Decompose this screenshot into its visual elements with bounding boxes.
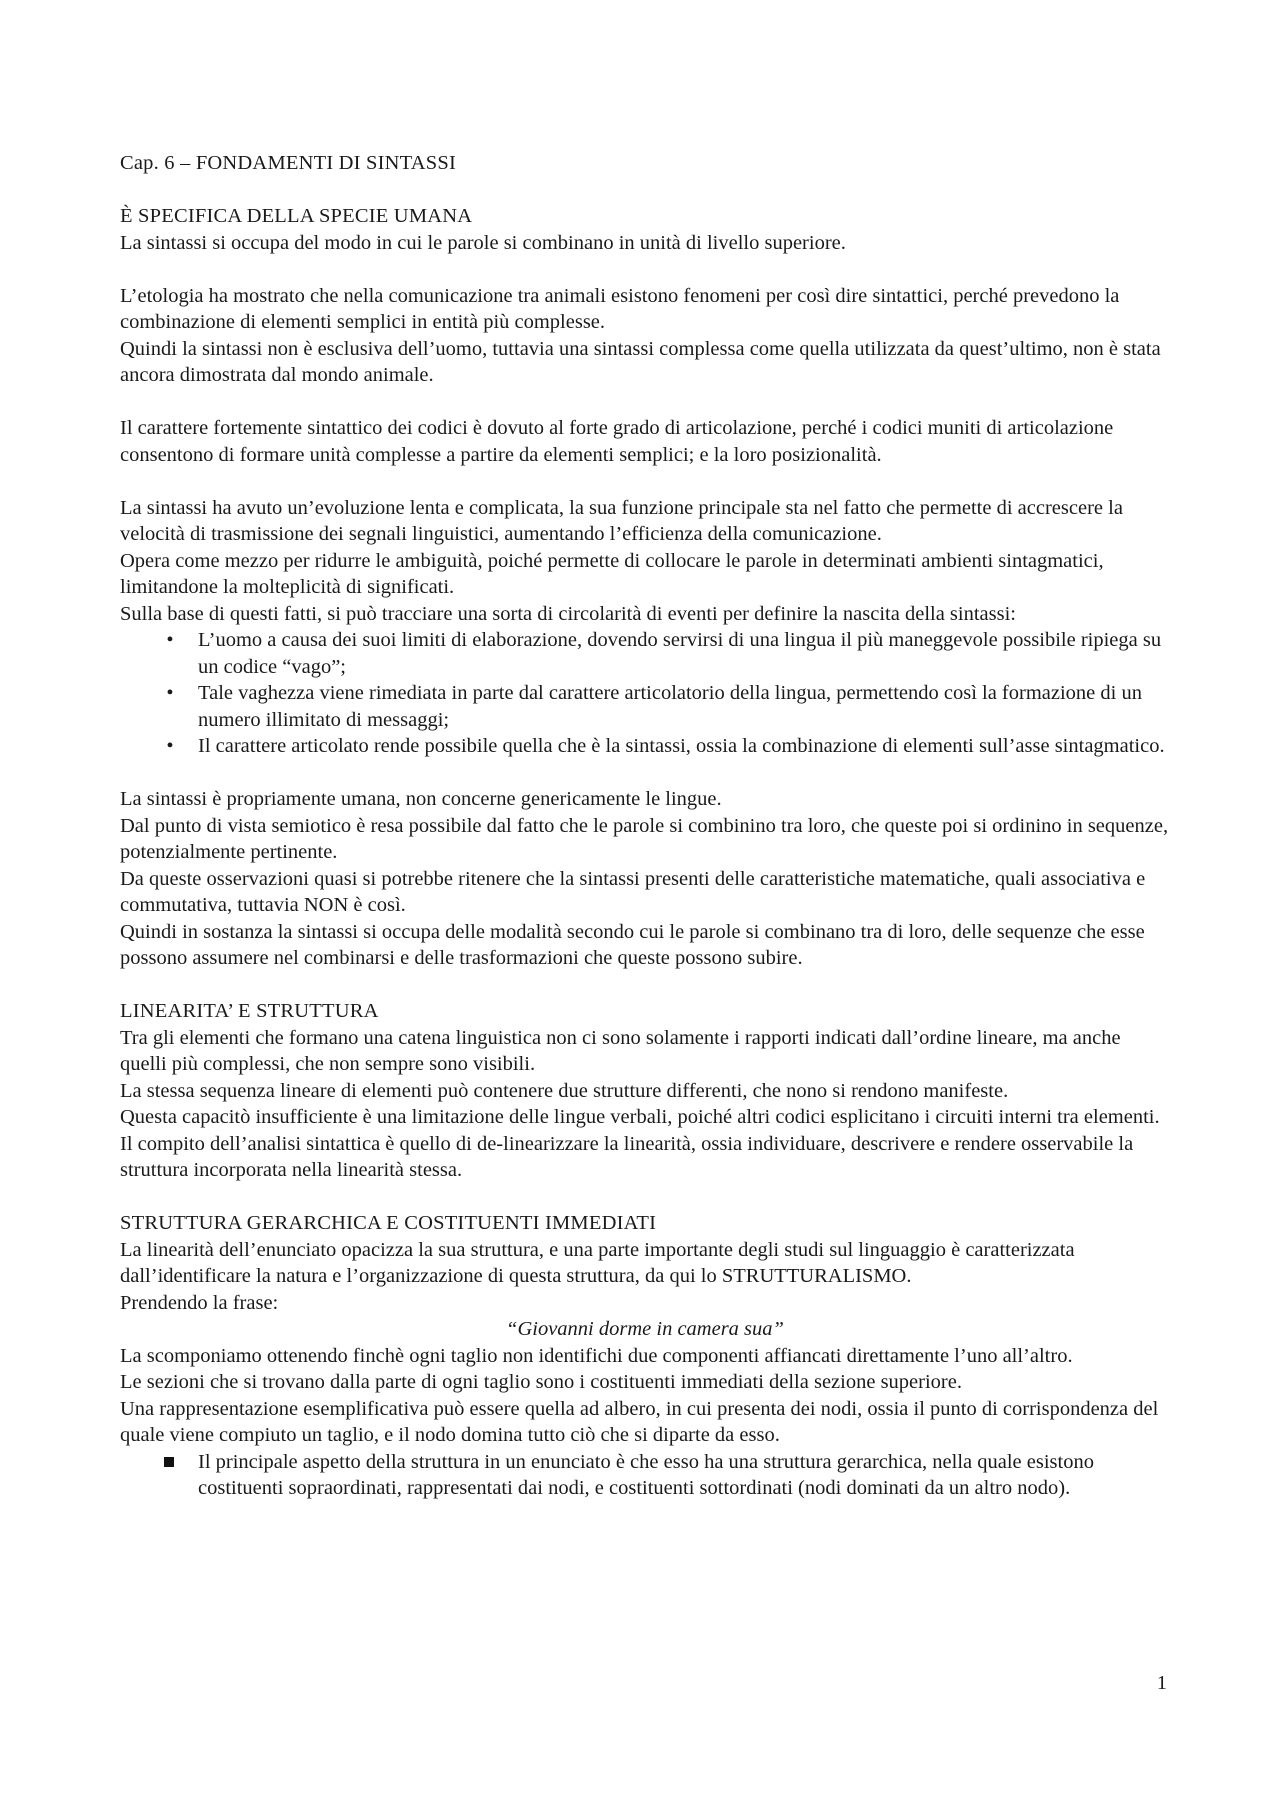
- paragraph: Il carattere fortemente sintattico dei codici è dovuto al forte grado di articolazione, perché i codici muniti di articolazione consentono di formare unità complesse a partire da elementi semplici; e la loro posizionalità.: [120, 417, 1114, 466]
- paragraph: La sintassi è propriamente umana, non concerne genericamente le lingue.: [120, 788, 722, 810]
- paragraph: Dal punto di vista semiotico è resa possibile dal fatto che le parole si combinino tra loro, che queste poi si ordinino in sequenze, potenzialmente pertinente.: [120, 814, 1169, 863]
- paragraph: Da queste osservazioni quasi si potrebbe ritenere che la sintassi presenti delle caratteristiche matematiche, quali associativa e commutativa, tuttavia NON è così.: [120, 867, 1146, 916]
- list-item: [120, 627, 1170, 680]
- list-item-text: L’uomo a causa dei suoi limiti di elaborazione, dovendo servirsi di una lingua il più maneggevole possibile ripiega su un codice “vago”;: [198, 629, 1162, 678]
- example-sentence: “Giovanni dorme in camera sua”: [506, 1318, 784, 1340]
- list-item-text: Il principale aspetto della struttura in un enunciato è che esso ha una struttura gerarchica, nella quale esistono costituenti sopraordinati, rappresentati dai nodi, e costituenti sottordinati (nodi dominati da un altro nodo).: [198, 1450, 1094, 1499]
- square-bullet-icon: [164, 1457, 174, 1467]
- paragraph: Questa capacitò insufficiente è una limitazione delle lingue verbali, poiché altri codici esplicitano i circuiti interni tra elementi.: [120, 1106, 1160, 1128]
- paragraph: La sintassi ha avuto un’evoluzione lenta e complicata, la sua funzione principale sta nel fatto che permette di accrescere la velocità di trasmissione dei segnali linguistici, aumentando l’efficienza della comunicazione.: [120, 496, 1123, 545]
- bullet-list: [120, 627, 1170, 760]
- section-heading-linearita: LINEARITA’ E STRUTTURA: [120, 1000, 379, 1022]
- paragraph: Quindi in sostanza la sintassi si occupa delle modalità secondo cui le parole si combinano tra di loro, delle sequenze che esse possono assumere nel combinarsi e delle trasformazioni che queste possono subire.: [120, 920, 1145, 969]
- section-heading-struttura-gerarchica: STRUTTURA GERARCHICA E COSTITUENTI IMMEDIATI: [120, 1212, 657, 1234]
- bullet-icon: •: [166, 735, 174, 757]
- paragraph: Una rappresentazione esemplificativa può essere quella ad albero, in cui presenta dei nodi, ossia il punto di corrispondenza del quale viene compiuto un taglio, e il nodo domina tutto ciò che si diparte da esso.: [120, 1397, 1159, 1446]
- section-heading-specie-umana: È SPECIFICA DELLA SPECIE UMANA: [120, 205, 473, 227]
- paragraph: Le sezioni che si trovano dalla parte di ogni taglio sono i costituenti immediati della sezione superiore.: [120, 1371, 962, 1393]
- square-bullet-list: [120, 1449, 1170, 1502]
- list-item: [120, 680, 1170, 733]
- list-item: [120, 1449, 1170, 1502]
- list-item-text: Il carattere articolato rende possibile quella che è la sintassi, ossia la combinazione di elementi sull’asse sintagmatico.: [198, 735, 1165, 757]
- paragraph: La sintassi si occupa del modo in cui le parole si combinano in unità di livello superiore.: [120, 231, 846, 254]
- bullet-icon: •: [166, 629, 174, 651]
- chapter-title: Cap. 6 – FONDAMENTI DI SINTASSI: [120, 152, 456, 174]
- bullet-icon: •: [166, 682, 174, 704]
- paragraph: Quindi la sintassi non è esclusiva dell’uomo, tuttavia una sintassi complessa come quella utilizzata da quest’ultimo, non è stata ancora dimostrata dal mondo animale.: [120, 337, 1161, 386]
- paragraph: Prendendo la frase:: [120, 1291, 279, 1314]
- page-number: 1: [1156, 1672, 1167, 1694]
- paragraph: Tra gli elementi che formano una catena linguistica non ci sono solamente i rapporti indicati dall’ordine lineare, ma anche quelli più complessi, che non sempre sono visibili.: [120, 1026, 1121, 1075]
- paragraph: L’etologia ha mostrato che nella comunicazione tra animali esistono fenomeni per così dire sintattici, perché prevedono la combinazione di elementi semplici in entità più complesse.: [120, 284, 1120, 333]
- paragraph: La stessa sequenza lineare di elementi può contenere due strutture differenti, che nono si rendono manifeste.: [120, 1079, 1009, 1102]
- paragraph: La scomponiamo ottenendo finchè ogni taglio non identifichi due componenti affiancati direttamente l’uno all’altro.: [120, 1344, 1073, 1367]
- paragraph: Il compito dell’analisi sintattica è quello di de-linearizzare la linearità, ossia individuare, descrivere e rendere osservabile la struttura incorporata nella linearità stessa.: [120, 1132, 1134, 1181]
- list-item: [120, 733, 1170, 760]
- page-content: [120, 150, 1170, 1502]
- list-item-text: Tale vaghezza viene rimediata in parte dal carattere articolatorio della lingua, permettendo così la formazione di un numero illimitato di messaggi;: [198, 682, 1142, 731]
- paragraph: Opera come mezzo per ridurre le ambiguità, poiché permette di collocare le parole in determinati ambienti sintagmatici, limitandone la molteplicità di significati.: [120, 549, 1104, 598]
- paragraph: La linearità dell’enunciato opacizza la sua struttura, e una parte importante degli studi sul linguaggio è caratterizzata dall’identificare la natura e l’organizzazione di questa struttura, da qui lo STRUTTURALISMO.: [120, 1238, 1075, 1287]
- paragraph: Sulla base di questi fatti, si può tracciare una sorta di circolarità di eventi per definire la nascita della sintassi:: [120, 602, 1016, 625]
